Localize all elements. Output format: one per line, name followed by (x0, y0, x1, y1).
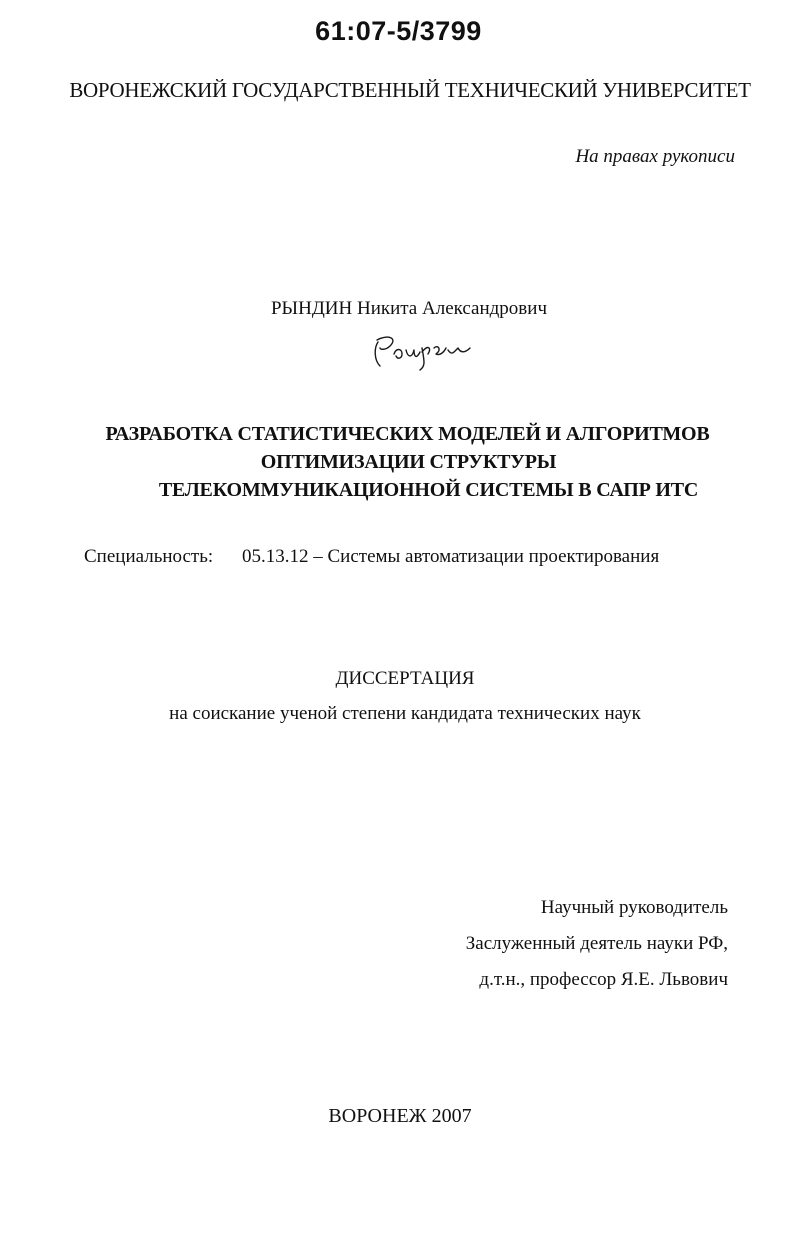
title-line-1: РАЗРАБОТКА СТАТИСТИЧЕСКИХ МОДЕЛЕЙ И АЛГОРИТМОВ (105, 423, 710, 445)
manuscript-note: На правах рукописи (575, 146, 735, 167)
supervisor-role: Научный руководитель (540, 897, 728, 918)
title-line-3: ТЕЛЕКОММУНИКАЦИОННОЙ СИСТЕМЫ В САПР ИТС (158, 479, 699, 501)
signature-icon (368, 330, 478, 372)
supervisor-name: д.т.н., профессор Я.Е. Львович (479, 969, 728, 990)
author-name: РЫНДИН Никита Александрович (270, 298, 548, 319)
specialty-label: Специальность: (84, 546, 214, 567)
catalog-number: 61:07-5/3799 (315, 16, 482, 46)
degree-line: на соискание ученой степени кандидата технических наук (169, 703, 641, 724)
city-year: ВОРОНЕЖ 2007 (328, 1105, 472, 1127)
supervisor-honor: Заслуженный деятель науки РФ, (465, 933, 728, 954)
specialty-value: 05.13.12 – Системы автоматизации проектирования (242, 546, 660, 567)
title-line-2: ОПТИМИЗАЦИИ СТРУКТУРЫ (260, 451, 557, 473)
specialty (84, 546, 659, 568)
dissertation-title (0, 420, 797, 504)
document-type: ДИССЕРТАЦИЯ (335, 668, 475, 689)
supervisor-block (466, 890, 728, 998)
university-name: ВОРОНЕЖСКИЙ ГОСУДАРСТВЕННЫЙ ТЕХНИЧЕСКИЙ УНИВЕРСИТЕТ (69, 78, 751, 102)
